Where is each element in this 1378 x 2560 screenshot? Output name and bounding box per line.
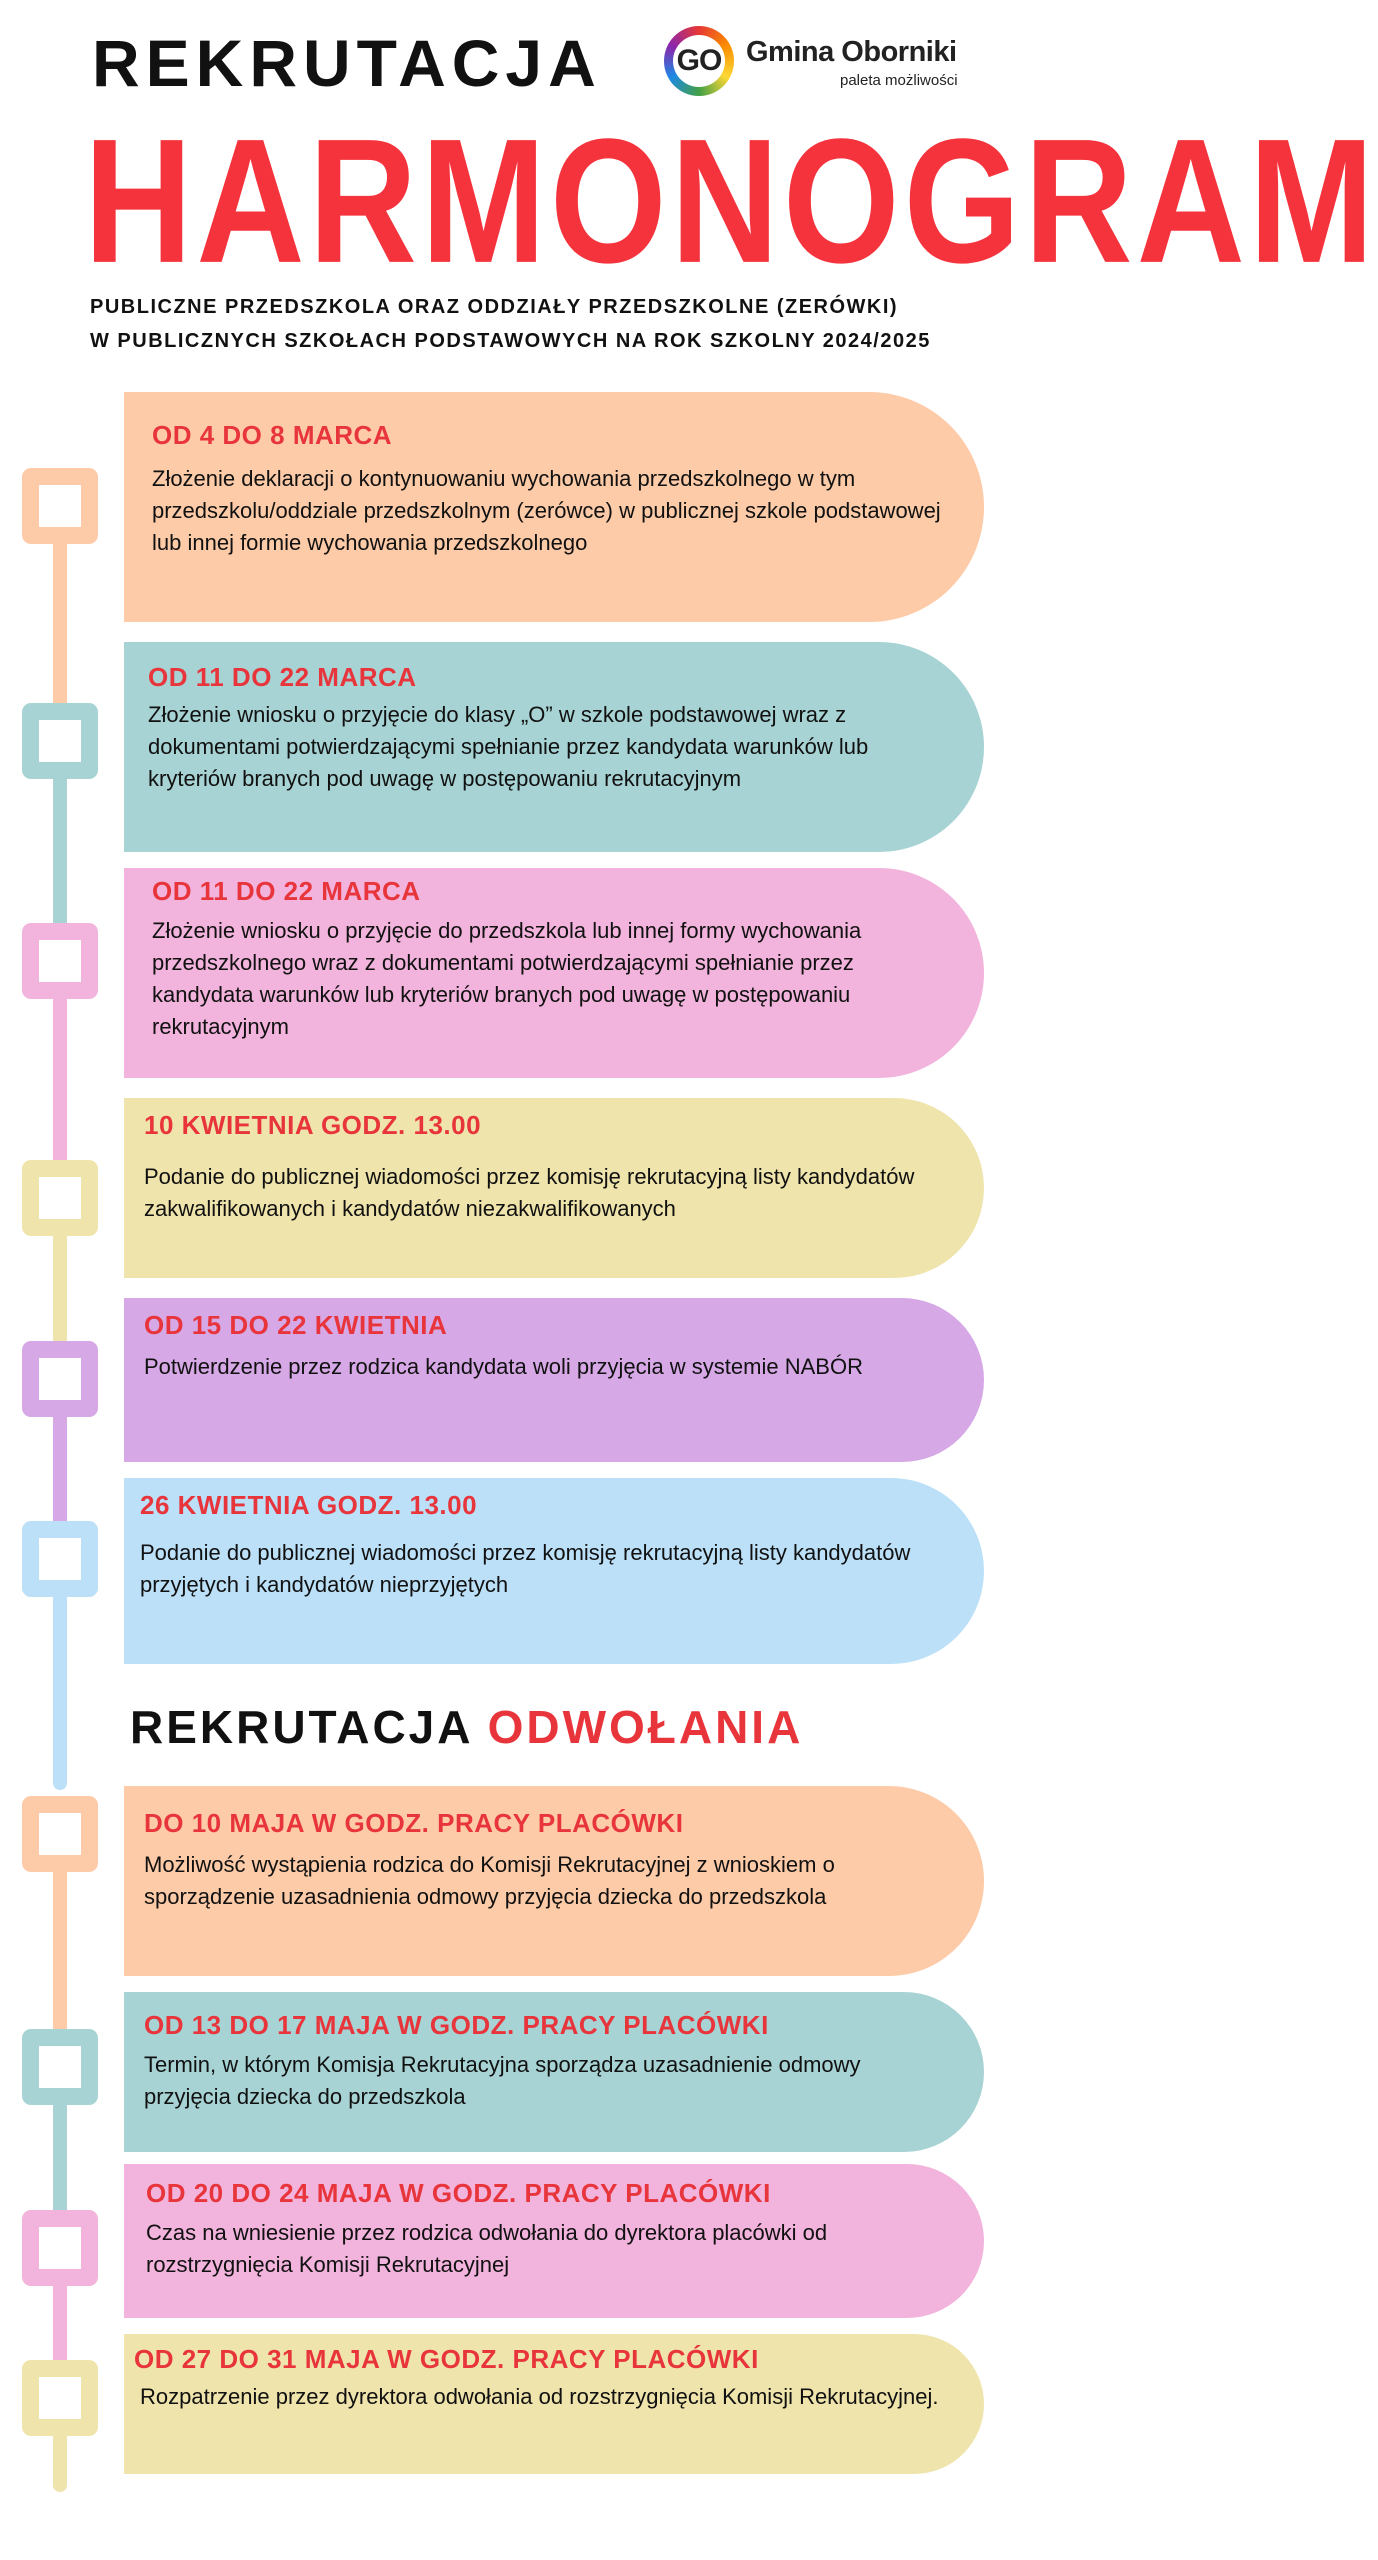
schedule-description: Złożenie deklaracji o kontynuowaniu wychowania przedszkolnego w tym przedszkolu/oddziale przedszkolnym (zerówce) w publicznej szkole podstawowej lub innej formie wychowania przedszkolnego [152, 466, 941, 555]
timeline-node-icon [22, 1160, 98, 1236]
schedule-date: OD 15 DO 22 KWIETNIA [144, 1310, 448, 1340]
appeal-date: OD 27 DO 31 MAJA W GODZ. PRACY PLACÓWKI [134, 2344, 759, 2374]
appeals-title-red: ODWOŁANIA [487, 1701, 804, 1753]
schedule-card-6 [124, 1478, 984, 1664]
timeline-node-icon [22, 2029, 98, 2105]
appeal-date: DO 10 MAJA W GODZ. PRACY PLACÓWKI [144, 1808, 684, 1838]
appeal-description: Czas na wniesienie przez rodzica odwołania do dyrektora placówki od rozstrzygnięcia Komisji Rekrutacyjnej [146, 2220, 828, 2277]
appeal-card-4 [124, 2334, 984, 2474]
title-rekrutacja: REKRUTACJA [92, 26, 602, 100]
schedule-card-2 [124, 642, 984, 852]
schedule-date: OD 11 DO 22 MARCA [152, 876, 421, 906]
timeline-node-icon [22, 2360, 98, 2436]
subtitle [90, 290, 931, 358]
schedule-date: OD 4 DO 8 MARCA [152, 420, 393, 450]
timeline-node-icon [22, 2210, 98, 2286]
logo-name: Gmina Oborniki [746, 36, 957, 68]
appeal-card-2 [124, 1992, 984, 2152]
schedule-description: Złożenie wniosku o przyjęcie do klasy „O” w szkole podstawowej wraz z dokumentami potwierdzającymi spełnianie przez kandydata warunków lub kryteriów branych pod uwagę w postępowaniu rekrutacyjnym [148, 702, 869, 791]
timeline-node-icon [22, 468, 98, 544]
appeals-title-black: REKRUTACJA [130, 1701, 472, 1753]
timeline-node-icon [22, 1521, 98, 1597]
schedule-card-3 [124, 868, 984, 1078]
logo-tagline: paleta możliwości [840, 72, 958, 89]
schedule-date: 10 KWIETNIA GODZ. 13.00 [144, 1110, 482, 1140]
logo-mark: GO [673, 35, 725, 87]
appeal-date: OD 20 DO 24 MAJA W GODZ. PRACY PLACÓWKI [146, 2178, 771, 2208]
schedule-card-5 [124, 1298, 984, 1462]
appeals-section-title [130, 1700, 803, 1754]
appeal-card-3 [124, 2164, 984, 2318]
schedule-card-1 [124, 392, 984, 622]
timeline-node-icon [22, 923, 98, 999]
appeal-card-1 [124, 1786, 984, 1976]
subtitle-line-1: PUBLICZNE PRZEDSZKOLA ORAZ ODDZIAŁY PRZEDSZKOLNE (ZERÓWKI) [90, 296, 899, 318]
schedule-description: Potwierdzenie przez rodzica kandydata woli przyjęcia w systemie NABÓR [144, 1354, 863, 1379]
timeline-node-icon [22, 1341, 98, 1417]
appeal-description: Termin, w którym Komisja Rekrutacyjna sporządza uzasadnienie odmowy przyjęcia dziecka do przedszkola [144, 2052, 861, 2109]
schedule-description: Złożenie wniosku o przyjęcie do przedszkola lub innej formy wychowania przedszkolnego wraz z dokumentami potwierdzającymi spełnianie przez kandydata warunków lub kryteriów branych pod uwagę w postępowaniu rekrutacyjnym [152, 918, 862, 1039]
schedule-description: Podanie do publicznej wiadomości przez komisję rekrutacyjną listy kandydatów zakwalifikowanych i kandydatów niezakwalifikowanych [144, 1164, 915, 1221]
timeline-node-icon [22, 703, 98, 779]
subtitle-line-2: W PUBLICZNYCH SZKOŁACH PODSTAWOWYCH NA ROK SZKOLNY 2024/2025 [90, 330, 931, 352]
title-harmonogram: HARMONOGRAM [84, 101, 1378, 300]
appeal-date: OD 13 DO 17 MAJA W GODZ. PRACY PLACÓWKI [144, 2010, 769, 2040]
schedule-card-4 [124, 1098, 984, 1278]
appeal-description: Rozpatrzenie przez dyrektora odwołania od rozstrzygnięcia Komisji Rekrutacyjnej. [140, 2384, 939, 2409]
timeline-node-icon [22, 1796, 98, 1872]
schedule-date: OD 11 DO 22 MARCA [148, 662, 417, 692]
gmina-oborniki-logo [664, 26, 964, 104]
appeal-description: Możliwość wystąpienia rodzica do Komisji Rekrutacyjnej z wnioskiem o sporządzenie uzasadnienia odmowy przyjęcia dziecka do przedszkola [144, 1852, 835, 1909]
schedule-date: 26 KWIETNIA GODZ. 13.00 [140, 1490, 478, 1520]
schedule-description: Podanie do publicznej wiadomości przez komisję rekrutacyjną listy kandydatów przyjętych i kandydatów nieprzyjętych [140, 1540, 911, 1597]
logo-ring-icon [664, 26, 734, 96]
